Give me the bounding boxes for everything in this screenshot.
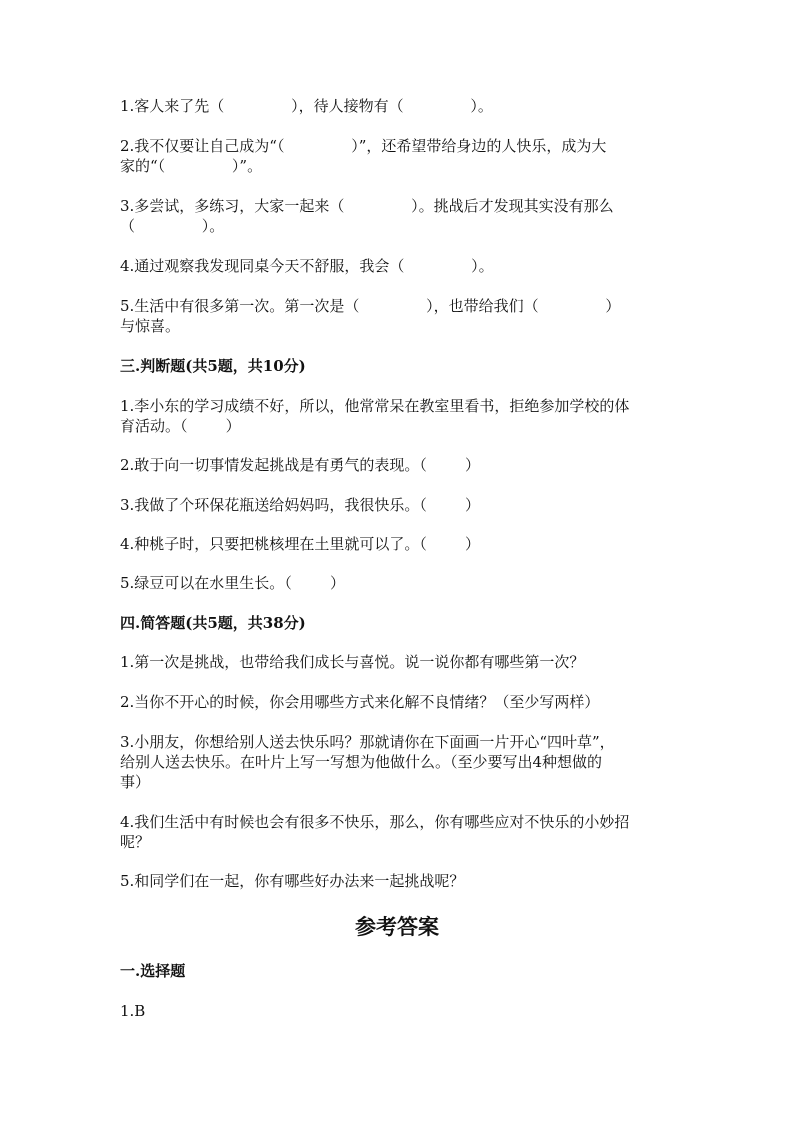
section-heading-short-answer: 四.简答题(共5题，共38分) [120,614,306,632]
judgment-question-3: 3.我做了个环保花瓶送给妈妈吗，我很快乐。（ ） [120,496,480,514]
answers-title: 参考答案 [355,914,439,939]
judgment-question-2: 2.敢于向一切事情发起挑战是有勇气的表现。（ ） [120,456,480,474]
short-answer-question-3-cont: 给别人送去快乐。在叶片上写一写想为他做什么。（至少要写出4种想做的 [120,753,603,771]
answer-1: 1.B [120,1002,146,1020]
short-answer-question-2: 2.当你不开心的时候，你会用哪些方式来化解不良情绪？（至少写两样） [120,693,600,711]
answers-section-heading: 一.选择题 [120,962,186,980]
short-answer-question-3-cont2: 事） [120,773,151,791]
judgment-question-1-cont: 育活动。（ ） [120,417,241,435]
fill-in-question-2: 2.我不仅要让自己成为“（ ）”，还希望带给身边的人快乐，成为大 [120,137,607,155]
judgment-question-5: 5.绿豆可以在水里生长。（ ） [120,574,345,592]
fill-in-question-3-cont: （ ）。 [120,217,225,235]
judgment-question-1: 1.李小东的学习成绩不好，所以，他常常呆在教室里看书，拒绝参加学校的体 [120,397,630,415]
fill-in-question-5: 5.生活中有很多第一次。第一次是（ ），也带给我们（ ） [120,297,621,315]
judgment-question-4: 4.种桃子时，只要把桃核埋在土里就可以了。（ ） [120,535,480,553]
fill-in-question-5-cont: 与惊喜。 [120,317,181,335]
fill-in-question-4: 4.通过观察我发现同桌今天不舒服，我会（ ）。 [120,257,494,275]
short-answer-question-3: 3.小朋友，你想给别人送去快乐吗？那就请你在下面画一片开心“四叶草”， [120,733,615,751]
fill-in-question-2-cont: 家的“（ ）”。 [120,157,263,175]
short-answer-question-1: 1.第一次是挑战，也带给我们成长与喜悦。说一说你都有哪些第一次？ [120,653,585,671]
short-answer-question-4-cont: 呢？ [120,833,151,851]
fill-in-question-3: 3.多尝试，多练习，大家一起来（ ）。挑战后才发现其实没有那么 [120,197,614,215]
fill-in-question-1: 1.客人来了先（ ），待人接物有（ ）。 [120,97,493,115]
short-answer-question-5: 5.和同学们在一起，你有哪些好办法来一起挑战呢？ [120,872,465,890]
short-answer-question-4: 4.我们生活中有时候也会有很多不快乐，那么，你有哪些应对不快乐的小妙招 [120,813,630,831]
section-heading-judgment: 三.判断题(共5题，共10分) [120,357,306,375]
